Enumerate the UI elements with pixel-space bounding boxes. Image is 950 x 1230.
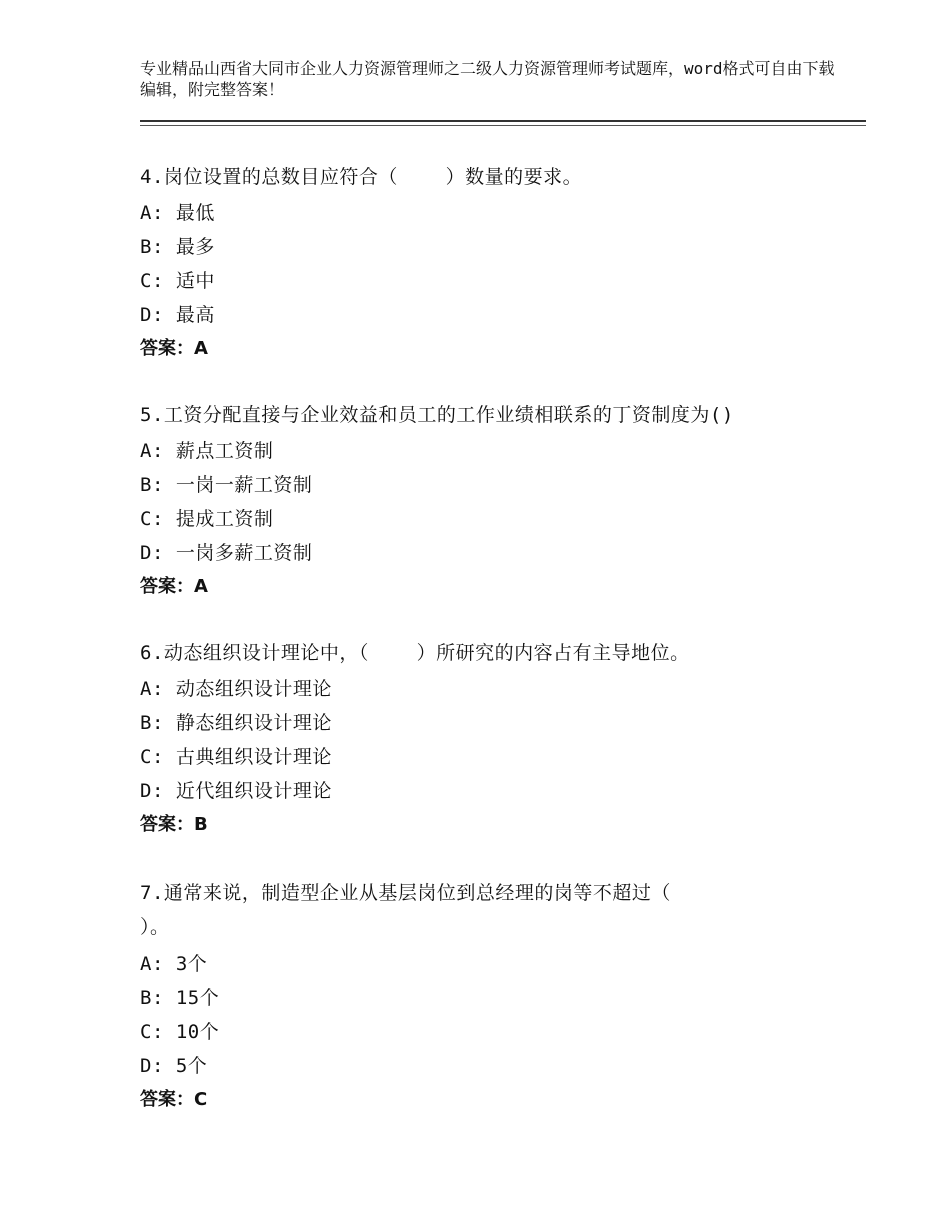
header-divider-thin (140, 125, 866, 126)
option-d: D: 5个 (140, 1055, 208, 1077)
question-list (140, 162, 860, 1151)
header-divider-thick (140, 120, 866, 122)
question-7 (140, 876, 860, 1117)
question-text: 7.通常来说，制造型企业从基层岗位到总经理的岗等不超过（ ）。 (140, 882, 719, 938)
option-a: A: 薪点工资制 (140, 440, 274, 462)
question-text: 5.工资分配直接与企业效益和员工的工作业绩相联系的丁资制度为() (140, 404, 734, 426)
question-text: 4.岗位设置的总数目应符合（ ）数量的要求。 (140, 166, 583, 188)
option-d: D: 最高 (140, 304, 215, 326)
option-a: A: 3个 (140, 953, 208, 975)
option-b: B: 15个 (140, 987, 220, 1009)
answer-line: 答案：A (140, 338, 208, 359)
option-c: C: 提成工资制 (140, 508, 274, 530)
option-c: C: 古典组织设计理论 (140, 746, 332, 768)
option-c: C: 10个 (140, 1021, 220, 1043)
option-a: A: 动态组织设计理论 (140, 678, 332, 700)
option-d: D: 近代组织设计理论 (140, 780, 332, 802)
option-b: B: 最多 (140, 236, 215, 258)
question-text: 6.动态组织设计理论中，（ ）所研究的内容占有主导地位。 (140, 642, 690, 664)
answer-line: 答案：A (140, 576, 208, 597)
option-b: B: 一岗一薪工资制 (140, 474, 313, 496)
answer-line: 答案：C (140, 1089, 208, 1110)
option-c: C: 适中 (140, 270, 215, 292)
option-d: D: 一岗多薪工资制 (140, 542, 313, 564)
answer-line: 答案：B (140, 814, 208, 835)
question-5 (140, 400, 860, 604)
question-4 (140, 162, 860, 366)
document-header: 专业精品山西省大同市企业人力资源管理师之二级人力资源管理师考试题库，word格式可自由下载编辑，附完整答案！ (140, 59, 835, 99)
option-b: B: 静态组织设计理论 (140, 712, 332, 734)
option-a: A: 最低 (140, 202, 215, 224)
question-6 (140, 638, 860, 842)
